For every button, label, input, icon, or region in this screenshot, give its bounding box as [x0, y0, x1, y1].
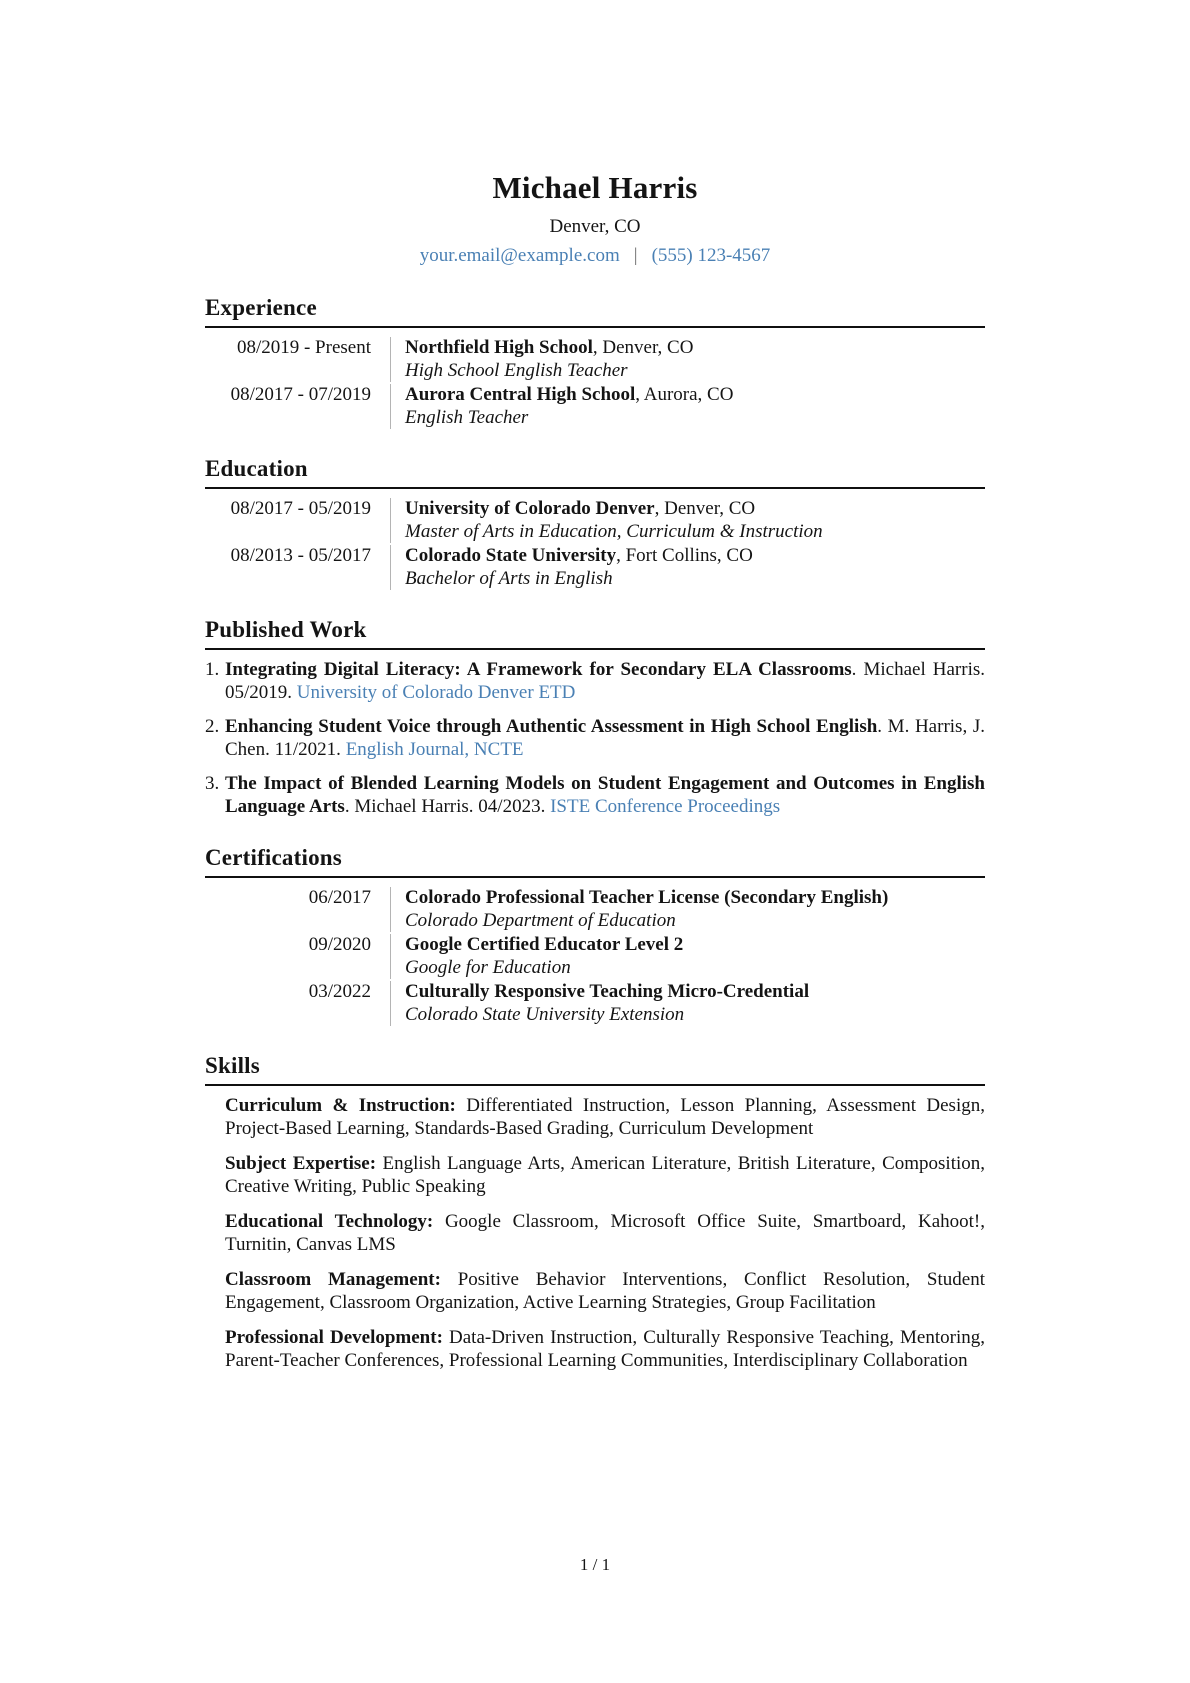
section-title-education: Education [205, 456, 308, 481]
entry-date: 06/2017 [308, 887, 371, 908]
education-entry [205, 545, 985, 590]
entry-date: 08/2017 - 05/2019 [230, 498, 371, 519]
entry-body [390, 887, 985, 932]
entry-date: 03/2022 [308, 981, 371, 1002]
entry-date: 08/2019 - Present [236, 337, 371, 358]
publication-item [205, 659, 985, 704]
section-rule [205, 648, 985, 650]
skill-list: Positive Behavior Interventions, Conflict Resolution, Student Engagement, Classroom Organization, Active Learning Strategies, Group Facilitation [225, 1269, 985, 1313]
certification-issuer: Colorado Department of Education [405, 909, 676, 931]
entry-location: , Denver, CO [592, 337, 694, 358]
section-experience [205, 293, 985, 429]
entry-location: , Aurora, CO [635, 384, 734, 405]
certification-name: Google Certified Educator Level 2 [405, 934, 684, 955]
experience-entry [205, 384, 985, 429]
publication-link[interactable]: University of Colorado Denver ETD [296, 681, 576, 703]
skill-category-label: Subject Expertise: [225, 1153, 377, 1174]
skill-group [225, 1095, 985, 1140]
publication-title: Integrating Digital Literacy: A Framework for Secondary ELA Classrooms [225, 659, 852, 680]
certification-issuer: Colorado State University Extension [405, 1003, 685, 1025]
section-skills [205, 1051, 985, 1372]
entry-org: Northfield High School [405, 337, 593, 358]
section-title-certifications: Certifications [205, 845, 342, 870]
skill-category-label: Professional Development: [225, 1327, 443, 1348]
entry-body [390, 545, 985, 590]
section-published-work [205, 615, 985, 818]
entry-title-line [405, 337, 985, 360]
entry-date: 08/2013 - 05/2017 [230, 545, 371, 566]
entry-title-line [405, 545, 985, 568]
entry-role: High School English Teacher [405, 359, 628, 381]
skill-list: Google Classroom, Microsoft Office Suite, Smartboard, Kahoot!, Turnitin, Canvas LMS [225, 1211, 985, 1255]
contact-line [205, 244, 985, 268]
publication-number: 3. [205, 773, 220, 794]
entry-degree: Master of Arts in Education, Curriculum & Instruction [405, 520, 823, 542]
publication-title: Enhancing Student Voice through Authentic Assessment in High School English [225, 716, 878, 737]
entry-body [390, 981, 985, 1026]
certification-entry [205, 934, 985, 979]
publication-item [205, 716, 985, 761]
skill-category-label: Curriculum & Instruction: [225, 1095, 456, 1116]
education-entry [205, 498, 985, 543]
skill-list: Differentiated Instruction, Lesson Planning, Assessment Design, Project-Based Learning, Standards-Based Grading, Curriculum Development [225, 1095, 985, 1139]
email-link[interactable]: your.email@example.com [419, 245, 620, 266]
certification-issuer: Google for Education [405, 956, 571, 978]
skill-category-label: Educational Technology: [225, 1211, 434, 1232]
publication-number: 1. [205, 659, 220, 680]
entry-org: Aurora Central High School [405, 384, 636, 405]
section-rule [205, 1084, 985, 1086]
publication-link[interactable]: ISTE Conference Proceedings [550, 795, 781, 817]
publication-meta: . M. Harris, J. Chen. 11/2021. [225, 716, 985, 760]
section-rule [205, 487, 985, 489]
entry-body [390, 384, 985, 429]
entry-location: , Fort Collins, CO [616, 545, 753, 566]
person-name: Michael Harris [492, 170, 698, 205]
certification-entry [205, 981, 985, 1026]
entry-body [390, 337, 985, 382]
publication-meta: . Michael Harris. 05/2019. [225, 659, 985, 703]
publication-number: 2. [205, 716, 220, 737]
publication-link[interactable]: English Journal, NCTE [345, 738, 524, 760]
section-title-skills: Skills [205, 1053, 260, 1078]
entry-body [390, 498, 985, 543]
skill-group [225, 1153, 985, 1198]
entry-role: English Teacher [405, 406, 529, 428]
certification-entry [205, 887, 985, 932]
entry-body [390, 934, 985, 979]
entry-date: 09/2020 [308, 934, 371, 955]
skill-list: Data-Driven Instruction, Culturally Responsive Teaching, Mentoring, Parent-Teacher Conferences, Professional Learning Communities, Interdisciplinary Collaboration [225, 1327, 985, 1371]
skill-category-label: Classroom Management: [225, 1269, 441, 1290]
contact-separator: | [633, 245, 638, 266]
section-education [205, 454, 985, 590]
entry-date: 08/2017 - 07/2019 [230, 384, 371, 405]
skill-group [225, 1327, 985, 1372]
skill-list: English Language Arts, American Literature, British Literature, Composition, Creative Writing, Public Speaking [225, 1153, 985, 1197]
publication-meta: . Michael Harris. 04/2023. [344, 795, 551, 817]
section-title-experience: Experience [205, 295, 317, 320]
certification-name: Colorado Professional Teacher License (Secondary English) [405, 887, 889, 908]
entry-title-line [405, 498, 985, 521]
publication-title: The Impact of Blended Learning Models on Student Engagement and Outcomes in English Language Arts [225, 773, 985, 817]
entry-org: Colorado State University [405, 545, 617, 566]
section-certifications [205, 843, 985, 1026]
skill-group [225, 1269, 985, 1314]
page-number: 1 / 1 [579, 1555, 611, 1574]
publication-item [205, 773, 985, 818]
certification-name: Culturally Responsive Teaching Micro-Credential [405, 981, 810, 1002]
entry-org: University of Colorado Denver [405, 498, 655, 519]
entry-title-line [405, 384, 985, 407]
section-rule [205, 876, 985, 878]
phone-link[interactable]: (555) 123-4567 [651, 245, 771, 266]
resume-header [205, 170, 985, 268]
section-rule [205, 326, 985, 328]
person-location: Denver, CO [549, 216, 641, 237]
experience-entry [205, 337, 985, 382]
skill-group [225, 1211, 985, 1256]
section-title-published-work: Published Work [205, 617, 367, 642]
entry-degree: Bachelor of Arts in English [405, 567, 613, 589]
entry-location: , Denver, CO [654, 498, 756, 519]
